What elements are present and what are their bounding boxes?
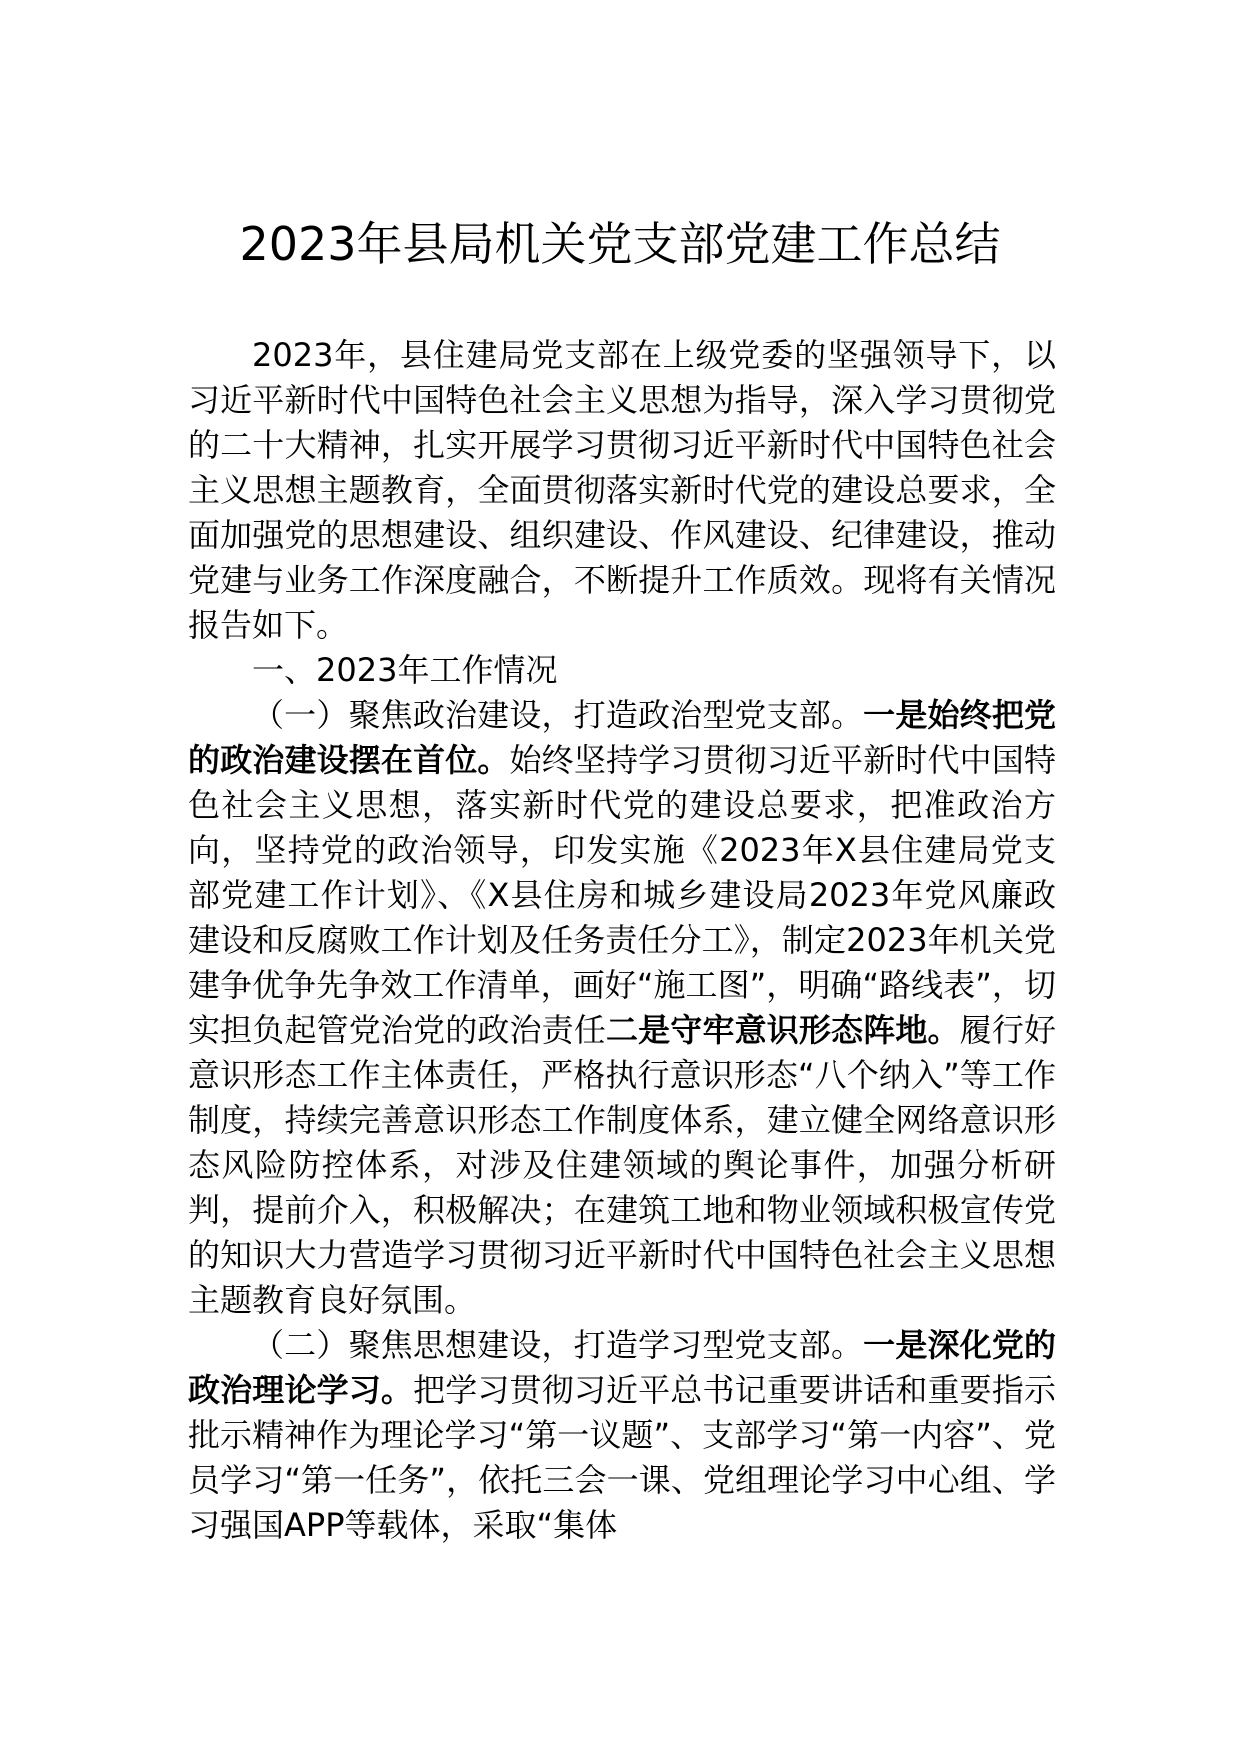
point-heading: 一是始终把党的政治建设摆在首位。 <box>188 696 1056 779</box>
subsection-heading: （一）聚焦政治建设，打造政治型党支部。 <box>252 696 864 734</box>
point-text: 始终坚持学习贯彻习近平新时代中国特色社会主义思想，落实新时代党的建设总要求，把准政治方向，坚持党的政治领导，印发实施《2023年X县住建局党支部党建工作计划》、《X县住房和城乡建设局2023年党风廉政建设和反腐败工作计划及任务责任分工》，制定2023年机关党建争优争先争效工作清单，画好“施工图”，明确“路线表”，切实担负起管党治党的政治责任 <box>188 741 1056 1049</box>
subsection-heading: （二）聚焦思想建设，打造学习型党支部。 <box>252 1326 864 1364</box>
intro-paragraph: 2023年，县住建局党支部在上级党委的坚强领导下，以习近平新时代中国特色社会主义思想为指导，深入学习贯彻党的二十大精神，扎实开展学习贯彻习近平新时代中国特色社会主义思想主题教育，全面贯彻落实新时代党的建设总要求，全面加强党的思想建设、组织建设、作风建设、纪律建设，推动党建与业务工作深度融合，不断提升工作质效。现将有关情况报告如下。 <box>188 336 1056 644</box>
point-heading: 一是深化党的政治理论学习。 <box>188 1326 1056 1409</box>
subsection-thought-paragraph <box>188 1323 1056 1548</box>
point-heading: 二是守牢意识形态阵地。 <box>605 1011 960 1049</box>
document-title: 2023年县局机关党支部党建工作总结 <box>239 217 1001 271</box>
document-body <box>188 333 1056 1548</box>
point-text: 把学习贯彻习近平总书记重要讲话和重要指示批示精神作为理论学习“第一议题”、支部学习“第一内容”、党员学习“第一任务”，依托三会一课、党组理论学习中心组、学习强国APP等载体，采取“集体 <box>188 1371 1056 1544</box>
subsection-political-paragraph <box>188 693 1056 1323</box>
section-heading: 一、2023年工作情况 <box>252 651 558 689</box>
point-text: 履行好意识形态工作主体责任，严格执行意识形态“八个纳入”等工作制度，持续完善意识形态工作制度体系，建立健全网络意识形态风险防控体系，对涉及住建领域的舆论事件，加强分析研判，提前介入，积极解决；在建筑工地和物业领域积极宣传党的知识大力营造学习贯彻习近平新时代中国特色社会主义思想主题教育良好氛围。 <box>188 1011 1056 1319</box>
